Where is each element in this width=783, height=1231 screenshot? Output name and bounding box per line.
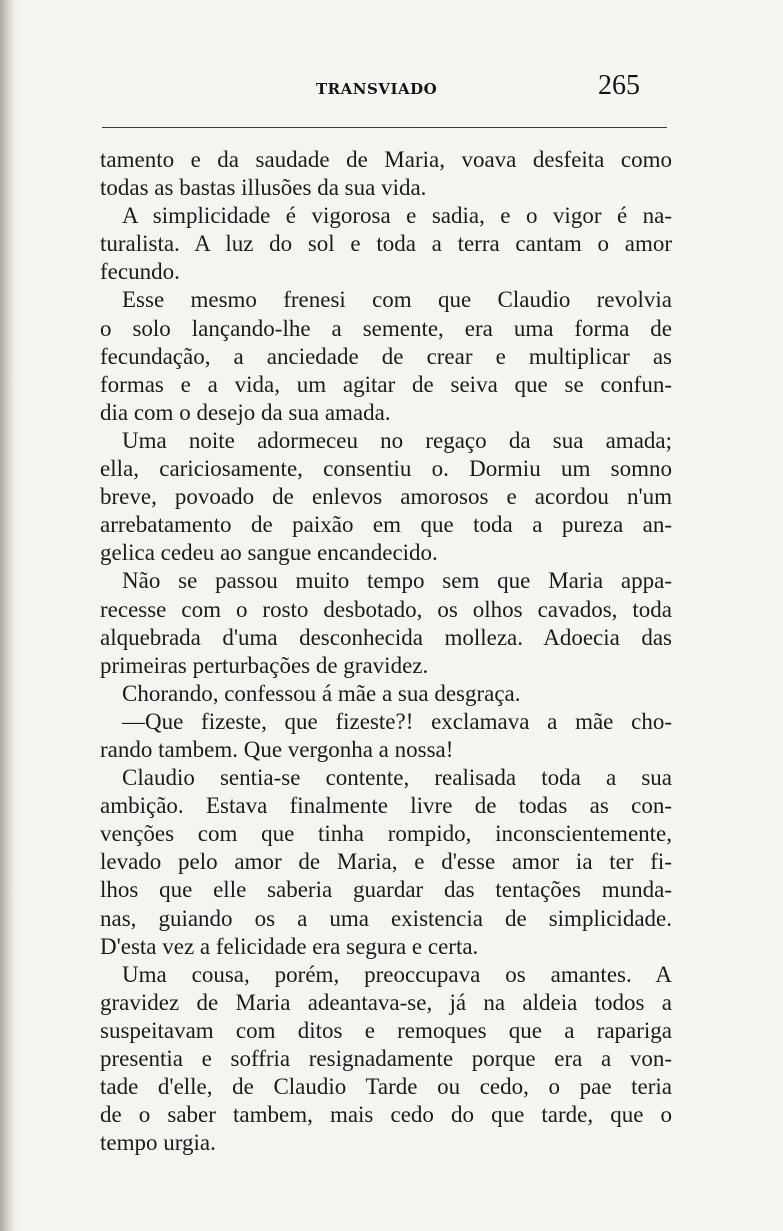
text-line: lhos que elle saberia guardar das tentações munda-: [100, 877, 672, 903]
text-line: fecundação, a anciedade de crear e multiplicar as: [100, 343, 672, 369]
text-line: primeiras perturbações de gravidez.: [100, 652, 429, 678]
text-line: nas, guiando os a uma existencia de simplicidade.: [100, 905, 672, 931]
text-line: alquebrada d'uma desconhecida molleza. Adoecia das: [100, 624, 672, 650]
text-line: Esse mesmo frenesi com que Claudio revolvia: [122, 287, 672, 313]
text-line: o solo lançando-lhe a semente, era uma forma de: [100, 315, 672, 341]
text-line: de o saber tambem, mais cedo do que tarde, que o: [100, 1102, 672, 1128]
page-header: [100, 70, 670, 104]
text-line: levado pelo amor de Maria, e d'esse amor ia ter fi-: [100, 849, 672, 875]
text-line: rando tambem. Que vergonha a nossa!: [100, 736, 454, 762]
text-line: arrebatamento de paixão em que toda a pureza an-: [100, 512, 672, 538]
text-line: tempo urgia.: [100, 1130, 216, 1156]
page-number: 265: [598, 70, 640, 101]
text-line: dia com o desejo da sua amada.: [100, 399, 391, 425]
text-line: tamento e da saudade de Maria, voava desfeita como: [100, 147, 672, 172]
text-line: ambição. Estava finalmente livre de todas as con-: [100, 793, 672, 819]
text-line: Uma cousa, porém, preoccupava os amantes. A: [122, 961, 672, 987]
body-text: [100, 146, 672, 1157]
text-line: ella, cariciosamente, consentiu o. Dormiu um somno: [100, 456, 672, 482]
text-line: Claudio sentia-se contente, realisada toda a sua: [122, 765, 672, 791]
text-line: Não se passou muito tempo sem que Maria appa-: [122, 568, 672, 594]
text-line: recesse com o rosto desbotado, os olhos cavados, toda: [100, 596, 672, 622]
text-line: D'esta vez a felicidade era segura e certa.: [100, 933, 479, 959]
text-line: gelica cedeu ao sangue encandecido.: [100, 540, 438, 566]
text-line: tade d'elle, de Claudio Tarde ou cedo, o pae teria: [100, 1074, 672, 1100]
text-line: breve, povoado de enlevos amorosos e acordou n'um: [100, 484, 672, 510]
running-title: TRANSVIADO: [316, 80, 438, 98]
text-line: gravidez de Maria adeantava-se, já na aldeia todos a: [100, 989, 672, 1015]
header-rule: [102, 127, 667, 128]
text-line: Uma noite adormeceu no regaço da sua amada;: [122, 427, 672, 453]
text-line: suspeitavam com ditos e remoques que a rapariga: [100, 1017, 672, 1043]
text-line: A simplicidade é vigorosa e sadia, e o vigor é na-: [122, 203, 672, 229]
text-line: todas as bastas illusões da sua vida.: [100, 175, 427, 201]
text-line: turalista. A luz do sol e toda a terra cantam o amor: [100, 231, 672, 257]
text-line: venções com que tinha rompido, inconscientemente,: [100, 821, 672, 847]
text-line: presentia e soffria resignadamente porque era a von-: [100, 1046, 672, 1071]
text-line: fecundo.: [100, 259, 180, 285]
book-spine-shadow: [0, 0, 14, 1231]
text-line: formas e a vida, um agitar de seiva que se confun-: [100, 371, 672, 397]
text-line: —Que fizeste, que fizeste?! exclamava a mãe cho-: [122, 708, 672, 734]
text-line: Chorando, confessou á mãe a sua desgraça.: [122, 680, 521, 706]
